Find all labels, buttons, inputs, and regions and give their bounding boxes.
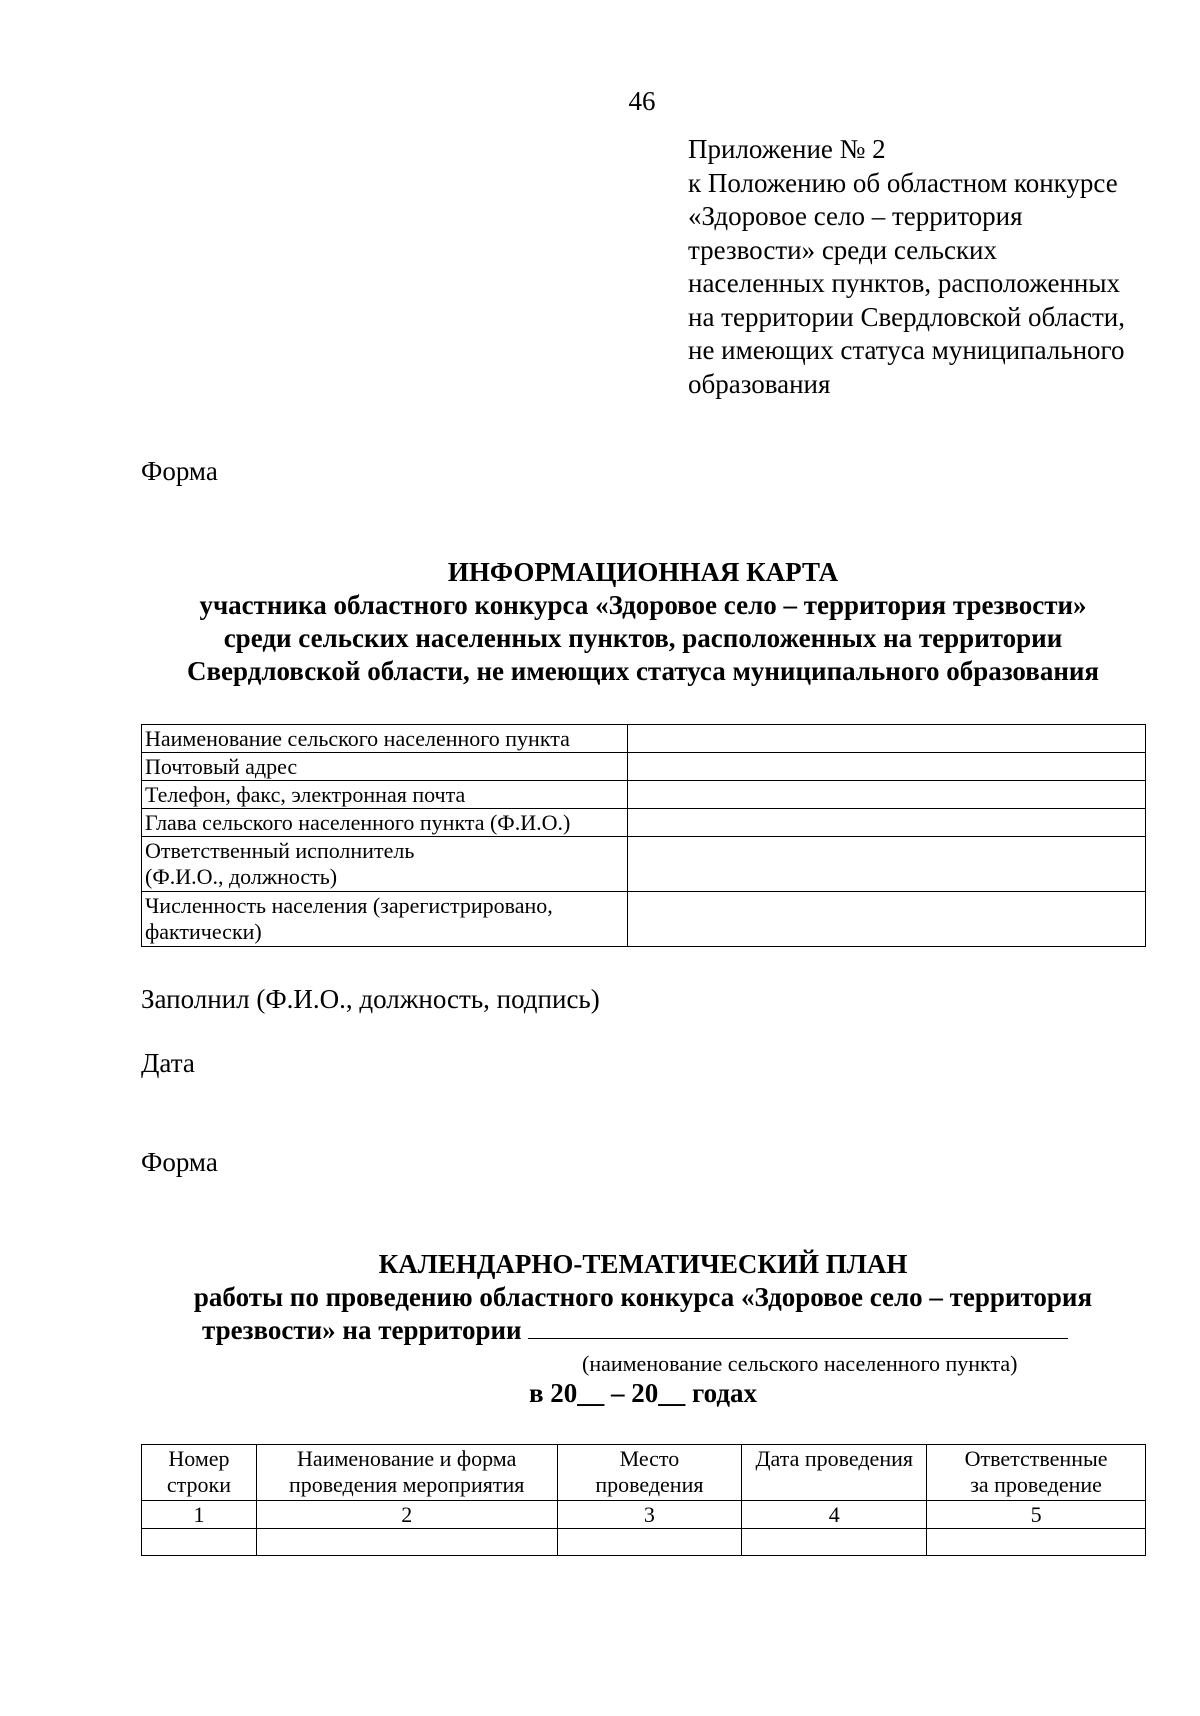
column-number: 4 bbox=[742, 1501, 927, 1529]
info-card-subtitle-line: участника областного конкурса «Здоровое село – территория трезвости» bbox=[199, 590, 1087, 620]
column-header-line: Ответственные bbox=[964, 1446, 1108, 1471]
appendix-line: населенных пунктов, расположенных bbox=[688, 268, 1121, 298]
appendix-line: на территории Свердловской области, bbox=[688, 301, 1125, 332]
row-value-field[interactable] bbox=[628, 725, 1146, 753]
plan-title bbox=[141, 1248, 1145, 1347]
plan-years: в 20__ – 20__ годах bbox=[528, 1378, 758, 1408]
form-label: Форма bbox=[141, 1147, 218, 1177]
table-cell[interactable] bbox=[557, 1529, 742, 1556]
page-number: 46 bbox=[628, 86, 656, 116]
column-number: 5 bbox=[927, 1501, 1146, 1529]
table-cell[interactable] bbox=[927, 1529, 1146, 1556]
column-header bbox=[557, 1445, 742, 1501]
appendix-line: образования bbox=[688, 368, 831, 399]
row-value-field[interactable] bbox=[628, 892, 1146, 947]
table-cell[interactable] bbox=[742, 1529, 927, 1556]
row-label-line: Ответственный исполнитель bbox=[145, 838, 415, 863]
column-header-line: проведения bbox=[595, 1472, 704, 1497]
row-value-field[interactable] bbox=[628, 753, 1146, 781]
column-header-line: Дата проведения bbox=[755, 1446, 913, 1471]
row-label: Телефон, факс, электронная почта bbox=[142, 781, 628, 809]
column-number: 3 bbox=[557, 1501, 742, 1529]
table-row bbox=[142, 781, 1146, 809]
column-header bbox=[742, 1445, 927, 1501]
column-number: 2 bbox=[256, 1501, 557, 1529]
table-row bbox=[142, 725, 1146, 753]
territory-field-caption: (наименование сельского населенного пункта) bbox=[582, 1351, 1018, 1376]
form-label: Форма bbox=[141, 456, 218, 486]
info-card-title bbox=[141, 556, 1145, 688]
column-header bbox=[927, 1445, 1146, 1501]
table-cell[interactable] bbox=[142, 1529, 257, 1556]
plan-subtitle-line: работы по проведению областного конкурса «Здоровое село – территория bbox=[193, 1282, 1093, 1312]
row-value-field[interactable] bbox=[628, 837, 1146, 892]
row-value-field[interactable] bbox=[628, 809, 1146, 837]
row-label bbox=[142, 892, 628, 947]
appendix-line: трезвости» среди сельских bbox=[688, 234, 998, 265]
info-card-subtitle-line: Свердловской области, не имеющих статуса муниципального образования bbox=[186, 656, 1100, 686]
info-card-heading: ИНФОРМАЦИОННАЯ КАРТА bbox=[447, 557, 839, 587]
row-label-line: (Ф.И.О., должность) bbox=[145, 864, 338, 889]
appendix-block bbox=[688, 133, 1168, 401]
table-cell[interactable] bbox=[256, 1529, 557, 1556]
column-header-line: строки bbox=[166, 1472, 231, 1497]
info-card-subtitle-line: среди сельских населенных пунктов, расположенных на территории bbox=[223, 623, 1063, 653]
plan-heading: КАЛЕНДАРНО-ТЕМАТИЧЕСКИЙ ПЛАН bbox=[378, 1249, 908, 1279]
table-row bbox=[142, 809, 1146, 837]
appendix-line: не имеющих статуса муниципального bbox=[688, 335, 1125, 365]
row-label: Наименование сельского населенного пункта bbox=[142, 725, 628, 753]
column-header-line: Номер bbox=[168, 1446, 230, 1471]
appendix-line: Приложение № 2 bbox=[688, 134, 886, 164]
appendix-line: «Здоровое село – территория bbox=[688, 201, 1023, 231]
row-label: Почтовый адрес bbox=[142, 753, 628, 781]
info-card-table bbox=[141, 724, 1146, 947]
row-value-field[interactable] bbox=[628, 781, 1146, 809]
row-label: Глава сельского населенного пункта (Ф.И.О.) bbox=[142, 809, 628, 837]
plan-subtitle-text: трезвости» на территории bbox=[202, 1315, 522, 1345]
table-row bbox=[142, 753, 1146, 781]
filled-by-label: Заполнил (Ф.И.О., должность, подпись) bbox=[141, 984, 600, 1014]
plan-subtitle-line bbox=[141, 1314, 1145, 1347]
table-row bbox=[142, 1529, 1146, 1556]
column-number: 1 bbox=[142, 1501, 257, 1529]
column-header-line: Место bbox=[619, 1446, 680, 1471]
column-header-line: Наименование и форма bbox=[297, 1446, 517, 1471]
appendix-line: к Положению об областном конкурсе bbox=[688, 167, 1118, 198]
column-header-line: за проведение bbox=[970, 1472, 1102, 1497]
territory-name-field[interactable] bbox=[528, 1314, 1068, 1339]
row-label bbox=[142, 837, 628, 892]
column-header bbox=[142, 1445, 257, 1501]
plan-table bbox=[141, 1444, 1146, 1556]
date-label: Дата bbox=[141, 1048, 195, 1078]
column-header-line: проведения мероприятия bbox=[288, 1472, 525, 1497]
table-header-row bbox=[142, 1445, 1146, 1501]
column-number-row bbox=[142, 1501, 1146, 1529]
table-row bbox=[142, 892, 1146, 947]
row-label-line: фактически) bbox=[145, 919, 262, 944]
column-header bbox=[256, 1445, 557, 1501]
row-label-line: Численность населения (зарегистрировано, bbox=[145, 893, 553, 918]
table-row bbox=[142, 837, 1146, 892]
